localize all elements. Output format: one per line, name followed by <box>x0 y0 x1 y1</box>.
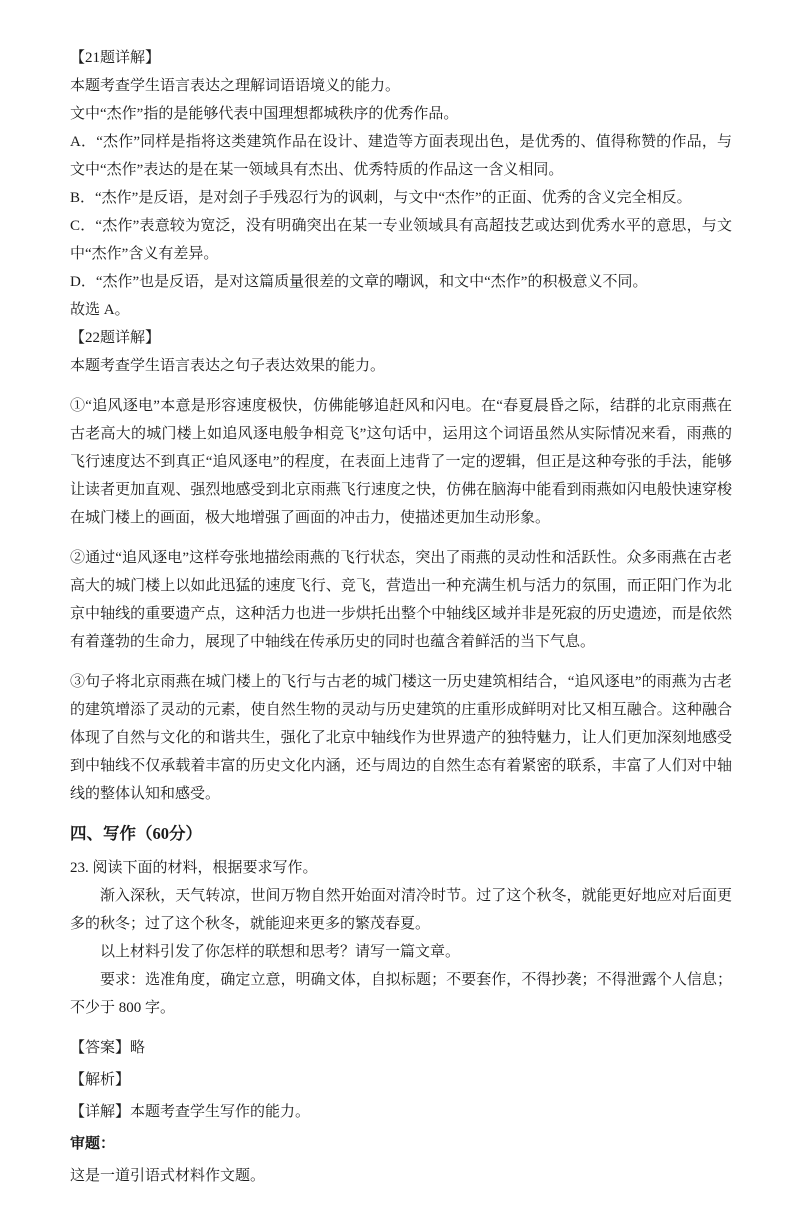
section-writing-heading: 四、写作（60分） <box>70 824 202 843</box>
q23-material: 渐入深秋，天气转凉，世间万物自然开始面对清冷时节。过了这个秋冬，就能更好地应对后面更多的秋冬；过了这个秋冬，就能迎来更多的繁茂春夏。 <box>70 888 732 932</box>
q22-point-3: ③句子将北京雨燕在城门楼上的飞行与古老的城门楼这一历史建筑相结合，“追风逐电”的雨燕为古老的建筑增添了灵动的元素，使自然生物的灵动与历史建筑的庄重形成鲜明对比又相互融合。这种融合体现了自然与文化的和谐共生，强化了北京中轴线作为世界遗产的独特魅力，让人们更加深刻地感受到中轴线不仅承载着丰富的历史文化内涵，还与周边的自然生态有着紧密的联系，丰富了人们对中轴线的整体认知和感受。 <box>70 674 732 802</box>
q22-header: 【22题详解】 <box>70 330 161 346</box>
q21-option-a: A．“杰作”同样是指将这类建筑作品在设计、建造等方面表现出色，是优秀的、值得称赞的作品，与文中“杰作”表达的是在某一领域具有杰出、优秀特质的作品这一含义相同。 <box>70 134 732 178</box>
q23-stem: 23. 阅读下面的材料，根据要求写作。 <box>70 860 318 876</box>
q21-option-c: C．“杰作”表意较为宽泛，没有明确突出在某一专业领域具有高超技艺或达到优秀水平的意思，与文中“杰作”含义有差异。 <box>70 218 732 262</box>
q23-requirements: 要求：选准角度，确定立意，明确文体，自拟标题；不要套作，不得抄袭；不得泄露个人信息；不少于 800 字。 <box>70 972 732 1016</box>
q21-intro: 本题考查学生语言表达之理解词语语境义的能力。 <box>70 78 401 94</box>
analysis-label: 【解析】 <box>70 1072 131 1088</box>
q21-context: 文中“杰作”指的是能够代表中国理想都城秩序的优秀作品。 <box>70 106 459 122</box>
answer-label: 【答案】略 <box>70 1040 146 1056</box>
q23-prompt: 以上材料引发了你怎样的联想和思考？请写一篇文章。 <box>100 944 461 960</box>
q21-option-b: B．“杰作”是反语，是对刽子手残忍行为的讽刺，与文中“杰作”的正面、优秀的含义完全相反。 <box>70 190 692 206</box>
q21-answer: 故选 A。 <box>70 302 130 318</box>
q21-option-d: D．“杰作”也是反语，是对这篇质量很差的文章的嘲讽，和文中“杰作”的积极意义不同。 <box>70 274 648 290</box>
q21-header: 【21题详解】 <box>70 50 161 66</box>
q22-intro: 本题考查学生语言表达之句子表达效果的能力。 <box>70 358 386 374</box>
topic-review-body: 这是一道引语式材料作文题。 <box>70 1168 266 1184</box>
detail-explanation: 【详解】本题考查学生写作的能力。 <box>70 1104 311 1120</box>
q22-point-2: ②通过“追风逐电”这样夸张地描绘雨燕的飞行状态，突出了雨燕的灵动性和活跃性。众多雨燕在古老高大的城门楼上以如此迅猛的速度飞行、竞飞，营造出一种充满生机与活力的氛围，而正阳门作为北京中轴线的重要遗产点，这种活力也进一步烘托出整个中轴线区域并非是死寂的历史遗迹，而是依然有着蓬勃的生命力，展现了中轴线在传承历史的同时也蕴含着鲜活的当下气息。 <box>70 550 732 650</box>
topic-review-heading: 审题： <box>70 1136 116 1152</box>
q22-point-1: ①“追风逐电”本意是形容速度极快，仿佛能够追赶风和闪电。在“春夏晨昏之际，结群的北京雨燕在古老高大的城门楼上如追风逐电般争相竞飞”这句话中，运用这个词语虽然从实际情况来看，雨燕的飞行速度达不到真正“追风逐电”的程度，在表面上违背了一定的逻辑，但正是这种夸张的手法，能够让读者更加直观、强烈地感受到北京雨燕飞行速度之快，仿佛在脑海中能看到雨燕如闪电般快速穿梭在城门楼上的画面，极大地增强了画面的冲击力，使描述更加生动形象。 <box>70 398 732 526</box>
document-content <box>70 44 732 1190</box>
